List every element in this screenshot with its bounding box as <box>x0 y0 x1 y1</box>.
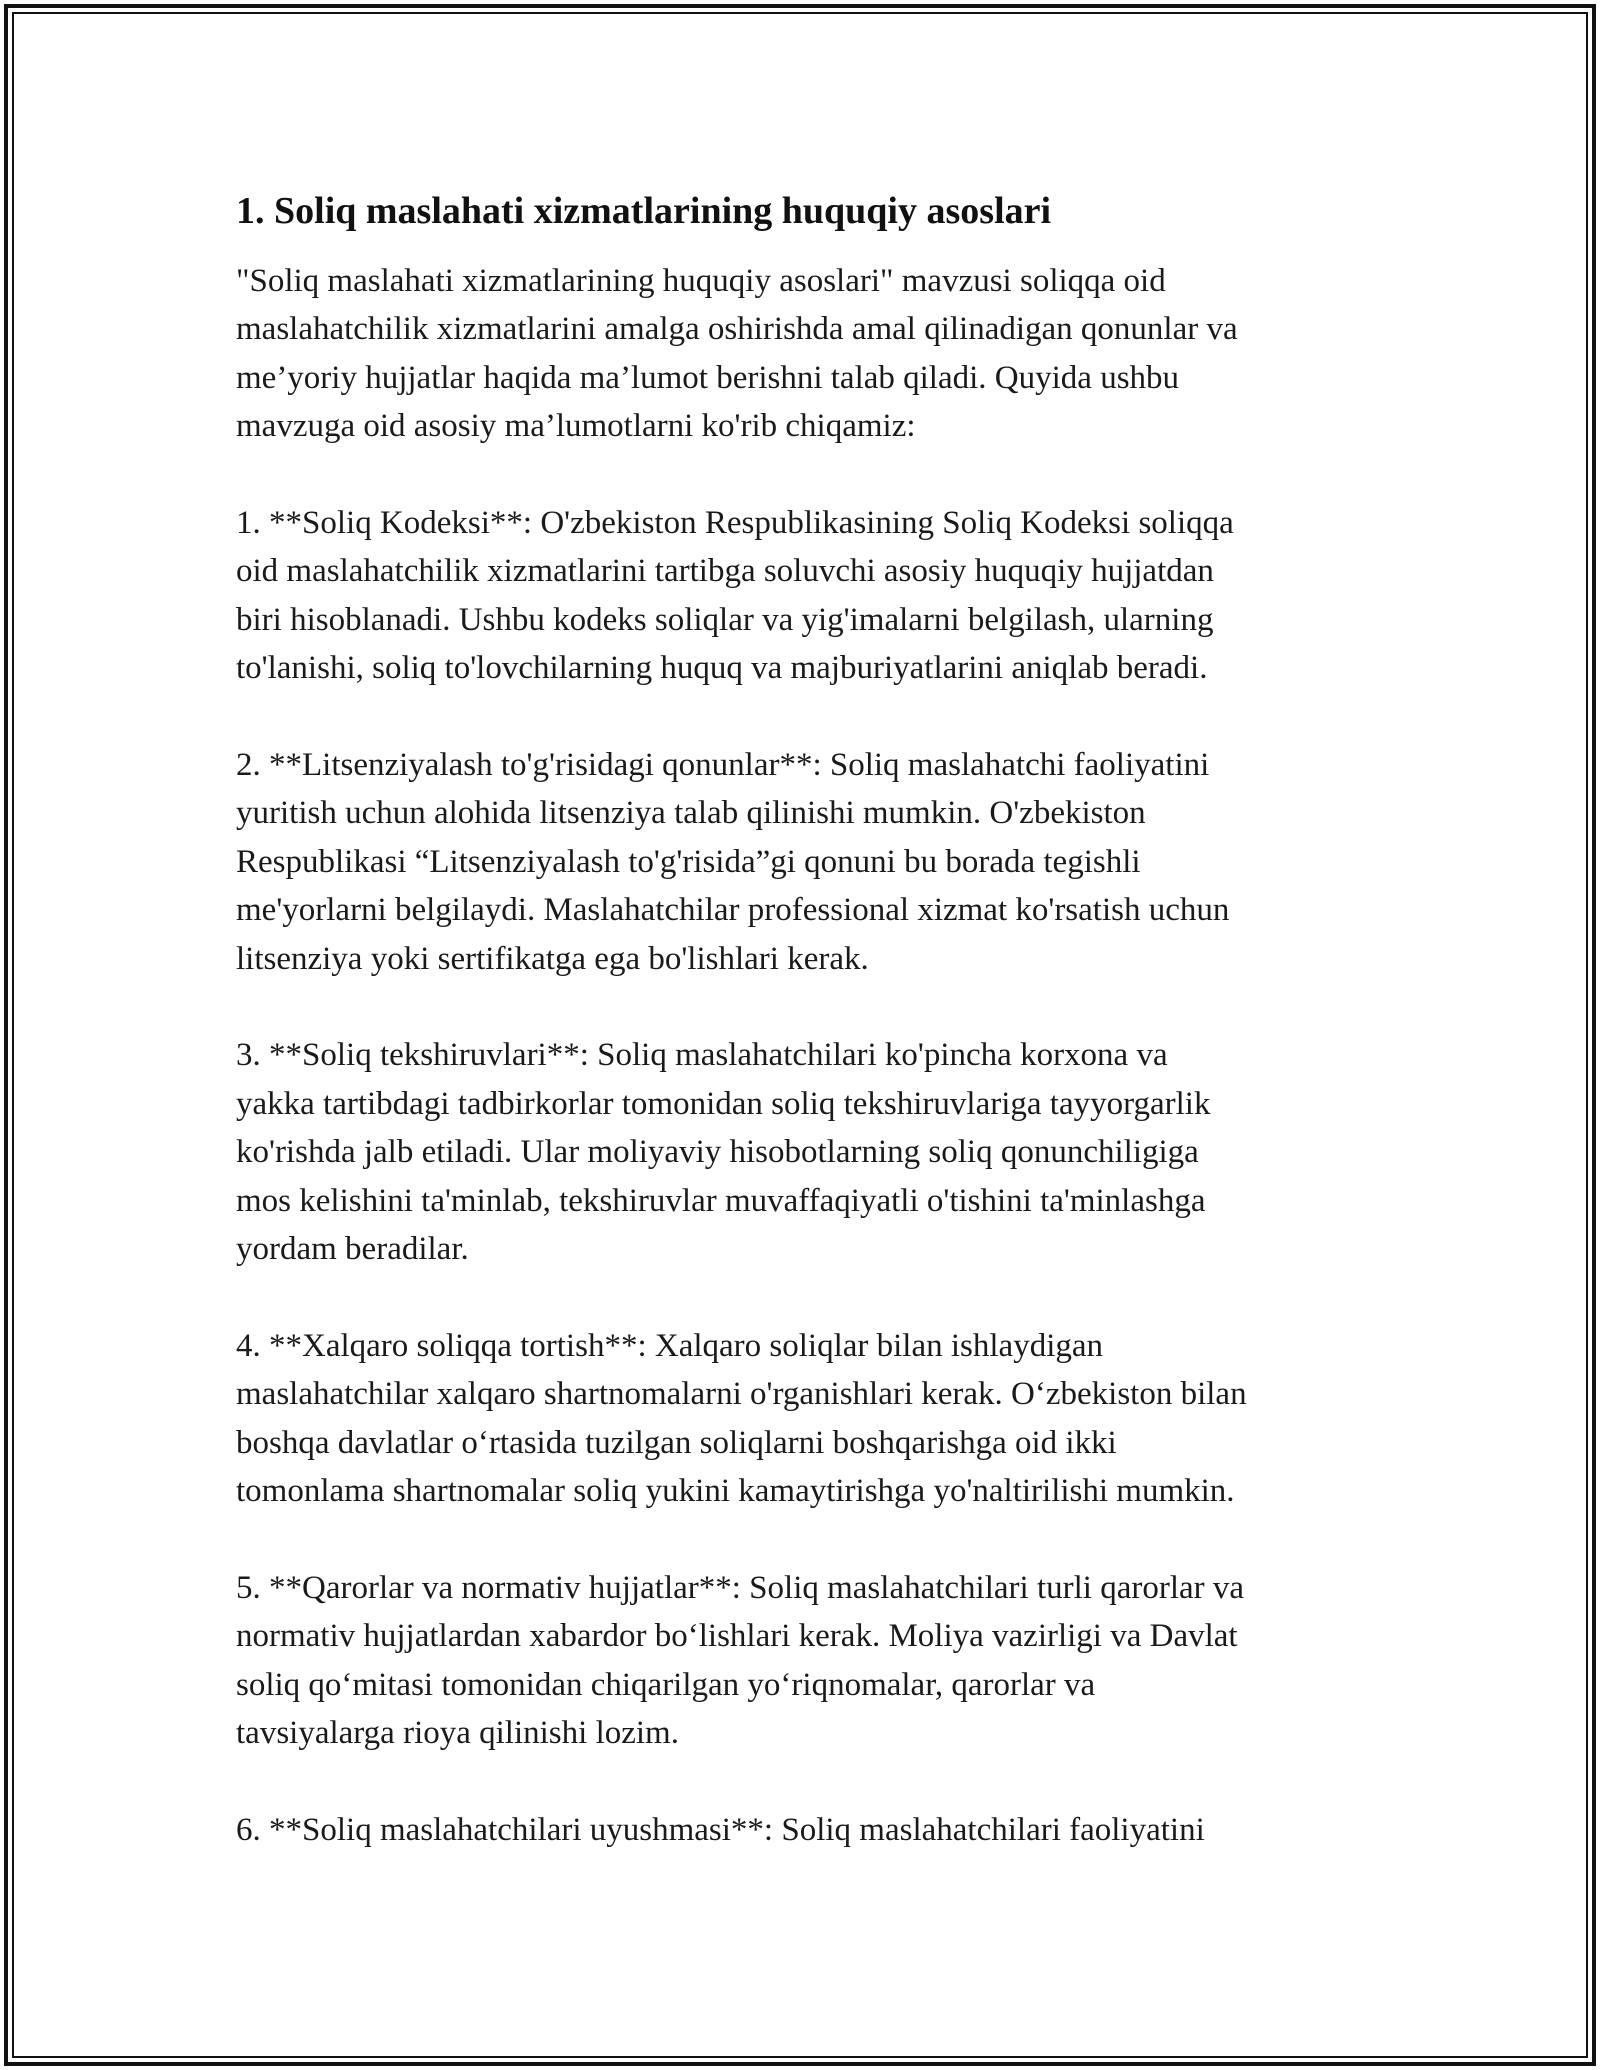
paragraph-6 <box>236 1806 1396 1854</box>
text-line: maslahatchilar xalqaro shartnomalarni o'rganishlari kerak. O‘zbekiston bilan <box>236 1376 1247 1413</box>
text-line: 6. **Soliq maslahatchilari uyushmasi**: Soliq maslahatchilari faoliyatini <box>236 1811 1205 1848</box>
text-line: ko'rishda jalb etiladi. Ular moliyaviy hisobotlarning soliq qonunchiligiga <box>236 1134 1199 1171</box>
text-line: me’yoriy hujjatlar haqida ma’lumot berishni talab qiladi. Quyida ushbu <box>236 359 1180 396</box>
text-line: biri hisoblanadi. Ushbu kodeks soliqlar va yig'imalarni belgilash, ularning <box>236 601 1214 638</box>
text-line: to'lanishi, soliq to'lovchilarning huquq va majburiyatlarini aniqlab beradi. <box>236 650 1208 687</box>
document-page <box>236 185 1396 1903</box>
text-line: normativ hujjatlardan xabardor bo‘lishlari kerak. Moliya vazirligi va Davlat <box>236 1618 1238 1655</box>
text-line: litsenziya yoki sertifikatga ega bo'lishlari kerak. <box>236 940 869 977</box>
text-line: yordam beradilar. <box>236 1231 469 1268</box>
text-line: mos kelishini ta'minlab, tekshiruvlar muvaffaqiyatli o'tishini ta'minlashga <box>236 1182 1206 1219</box>
text-line: 2. **Litsenziyalash to'g'risidagi qonunlar**: Soliq maslahatchi faoliyatini <box>236 747 1210 784</box>
paragraph-3 <box>236 1031 1396 1273</box>
text-line: oid maslahatchilik xizmatlarini tartibga soluvchi asosiy huquqiy hujjatdan <box>236 553 1214 590</box>
text-line: tavsiyalarga rioya qilinishi lozim. <box>236 1715 679 1752</box>
text-line: maslahatchilik xizmatlarini amalga oshirishda amal qilinadigan qonunlar va <box>236 311 1238 348</box>
text-line: mavzuga oid asosiy ma’lumotlarni ko'rib chiqamiz: <box>236 408 916 445</box>
paragraph-2 <box>236 741 1396 983</box>
text-line: yuritish uchun alohida litsenziya talab qilinishi mumkin. O'zbekiston <box>236 795 1146 832</box>
text-line: "Soliq maslahati xizmatlarining huquqiy asoslari" mavzusi soliqqa oid <box>236 263 1166 299</box>
paragraph-0 <box>236 257 1396 451</box>
text-line: boshqa davlatlar o‘rtasida tuzilgan soliqlarni boshqarishga oid ikki <box>236 1424 1117 1461</box>
paragraph-1 <box>236 499 1396 693</box>
text-line: soliq qo‘mitasi tomonidan chiqarilgan yo‘riqnomalar, qarorlar va <box>236 1666 1096 1703</box>
text-line: Respublikasi “Litsenziyalash to'g'risida”gi qonuni bu borada tegishli <box>236 843 1141 880</box>
text-line: 1. **Soliq Kodeksi**: O'zbekiston Respublikasining Soliq Kodeksi soliqqa <box>236 505 1234 542</box>
text-line: me'yorlarni belgilaydi. Maslahatchilar professional xizmat ko'rsatish uchun <box>236 892 1230 929</box>
text-line: 5. **Qarorlar va normativ hujjatlar**: Soliq maslahatchilari turli qarorlar va <box>236 1569 1245 1606</box>
section-title: 1. Soliq maslahati xizmatlarining huquqiy asoslari <box>236 190 1052 232</box>
text-line: tomonlama shartnomalar soliq yukini kamaytirishga yo'naltirilishi mumkin. <box>236 1473 1235 1510</box>
document-body <box>236 257 1396 1854</box>
paragraph-5 <box>236 1564 1396 1758</box>
paragraph-4 <box>236 1322 1396 1516</box>
text-line: 3. **Soliq tekshiruvlari**: Soliq maslahatchilari ko'pincha korxona va <box>236 1037 1168 1074</box>
text-line: yakka tartibdagi tadbirkorlar tomonidan soliq tekshiruvlariga tayyorgarlik <box>236 1085 1211 1122</box>
text-line: 4. **Xalqaro soliqqa tortish**: Xalqaro soliqlar bilan ishlaydigan <box>236 1327 1104 1364</box>
